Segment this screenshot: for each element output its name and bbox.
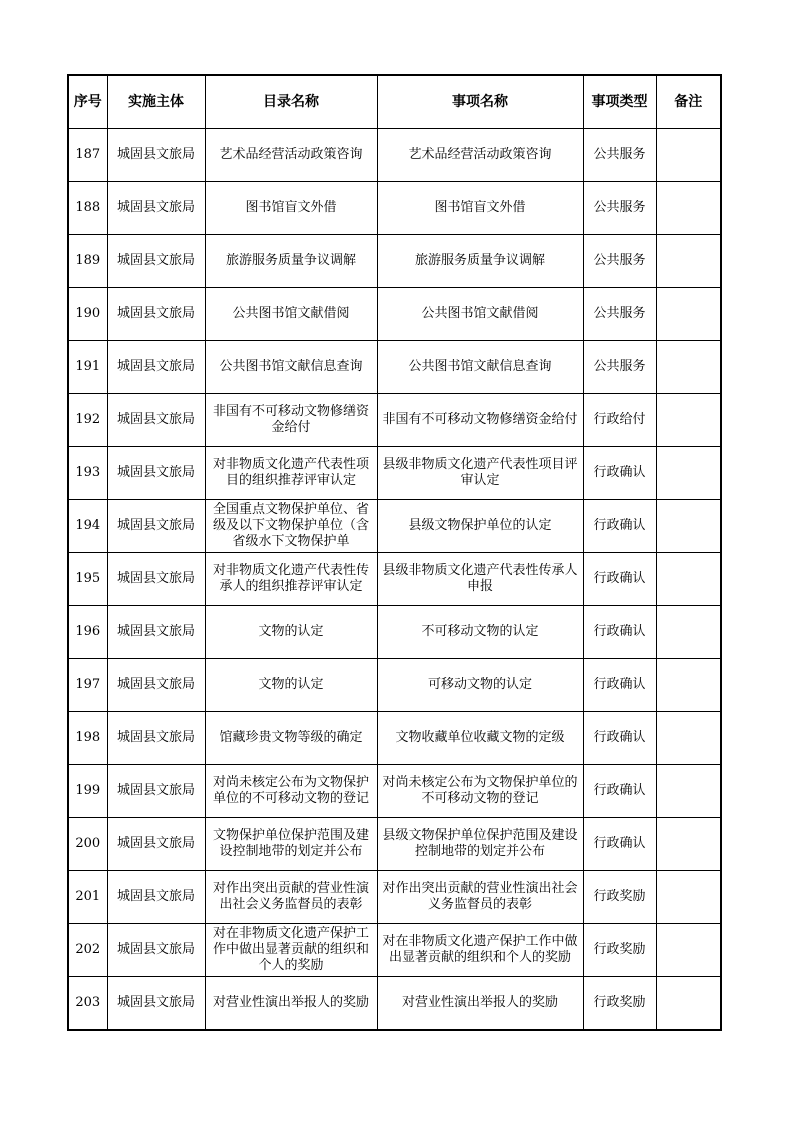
table-row	[68, 871, 721, 924]
row-item-text: 公共图书馆文献借阅	[421, 306, 539, 321]
row-type-text: 行政奖励	[593, 942, 646, 957]
row-no	[68, 818, 107, 871]
row-catalog-text: 全国重点文物保护单位、省级及以下文物保护单位（含省级水下文物保护单	[212, 502, 369, 549]
row-no	[68, 765, 107, 818]
row-catalog	[205, 606, 377, 659]
row-type	[583, 712, 656, 765]
row-catalog-text: 对在非物质文化遗产保护工作中做出显著贡献的组织和个人的奖励	[212, 926, 369, 973]
row-type-text: 行政奖励	[593, 995, 646, 1010]
row-subject	[107, 977, 205, 1031]
row-item	[377, 765, 583, 818]
row-subject	[107, 394, 205, 447]
row-catalog	[205, 553, 377, 606]
row-note	[656, 606, 721, 659]
row-note	[656, 129, 721, 182]
header-catalog: 目录名称	[205, 75, 377, 129]
row-subject-text: 城固县文旅局	[116, 624, 195, 639]
row-type	[583, 129, 656, 182]
row-type-text: 行政给付	[593, 412, 646, 427]
table-row	[68, 606, 721, 659]
row-type	[583, 447, 656, 500]
row-item-text: 县级非物质文化遗产代表性传承人申报	[382, 563, 578, 594]
row-no-text: 202	[75, 942, 101, 957]
row-type-text: 行政确认	[593, 571, 646, 586]
row-no	[68, 500, 107, 553]
row-item-text: 对作出突出贡献的营业性演出社会义务监督员的表彰	[382, 881, 578, 912]
row-catalog	[205, 447, 377, 500]
row-subject-text: 城固县文旅局	[116, 147, 195, 162]
row-item-text: 图书馆盲文外借	[434, 200, 526, 215]
row-catalog-text: 对尚未核定公布为文物保护单位的不可移动文物的登记	[212, 775, 369, 806]
row-no	[68, 871, 107, 924]
table-row	[68, 235, 721, 288]
row-type-text: 行政奖励	[593, 889, 646, 904]
row-subject	[107, 235, 205, 288]
row-type	[583, 924, 656, 977]
row-item-text: 可移动文物的认定	[427, 677, 532, 692]
row-catalog	[205, 659, 377, 712]
row-no-text: 198	[75, 730, 101, 745]
row-note	[656, 553, 721, 606]
row-catalog-text: 图书馆盲文外借	[245, 200, 337, 215]
row-note	[656, 288, 721, 341]
row-subject	[107, 288, 205, 341]
row-note	[656, 500, 721, 553]
row-type	[583, 500, 656, 553]
row-catalog-text: 文物保护单位保护范围及建设控制地带的划定并公布	[212, 828, 369, 859]
row-type-text: 公共服务	[593, 147, 646, 162]
row-no-text: 200	[75, 836, 101, 851]
row-item	[377, 447, 583, 500]
row-subject-text: 城固县文旅局	[116, 200, 195, 215]
row-subject-text: 城固县文旅局	[116, 730, 195, 745]
row-catalog	[205, 500, 377, 553]
row-type	[583, 606, 656, 659]
row-subject	[107, 500, 205, 553]
row-subject	[107, 659, 205, 712]
row-subject-text: 城固县文旅局	[116, 465, 195, 480]
row-catalog-text: 非国有不可移动文物修缮资金给付	[212, 404, 369, 435]
row-note	[656, 235, 721, 288]
row-type	[583, 394, 656, 447]
row-no	[68, 288, 107, 341]
row-item-text: 对在非物质文化遗产保护工作中做出显著贡献的组织和个人的奖励	[382, 934, 578, 965]
row-note	[656, 924, 721, 977]
row-subject-text: 城固县文旅局	[116, 571, 195, 586]
row-no-text: 190	[75, 306, 101, 321]
row-catalog-text: 对营业性演出举报人的奖励	[212, 995, 369, 1010]
row-item	[377, 500, 583, 553]
row-catalog	[205, 288, 377, 341]
row-subject-text: 城固县文旅局	[116, 995, 195, 1010]
header-type: 事项类型	[583, 75, 656, 129]
row-note	[656, 341, 721, 394]
row-item-text: 非国有不可移动文物修缮资金给付	[382, 412, 578, 427]
row-catalog-text: 旅游服务质量争议调解	[225, 253, 356, 268]
row-subject-text: 城固县文旅局	[116, 518, 195, 533]
row-subject-text: 城固县文旅局	[116, 359, 195, 374]
row-catalog-text: 文物的认定	[258, 677, 324, 692]
row-catalog	[205, 182, 377, 235]
row-type	[583, 818, 656, 871]
row-no-text: 203	[75, 995, 101, 1010]
row-item-text: 不可移动文物的认定	[421, 624, 539, 639]
table-row	[68, 553, 721, 606]
row-item	[377, 712, 583, 765]
table-row	[68, 712, 721, 765]
row-subject-text: 城固县文旅局	[116, 783, 195, 798]
row-item-text: 县级文物保护单位的认定	[408, 518, 552, 533]
row-subject	[107, 606, 205, 659]
row-catalog-text: 文物的认定	[258, 624, 324, 639]
table-row	[68, 341, 721, 394]
row-catalog-text: 公共图书馆文献借阅	[232, 306, 350, 321]
row-no	[68, 394, 107, 447]
row-no-text: 197	[75, 677, 101, 692]
row-note	[656, 871, 721, 924]
row-item	[377, 553, 583, 606]
row-catalog-text: 公共图书馆文献信息查询	[219, 359, 363, 374]
row-note	[656, 712, 721, 765]
row-catalog-text: 馆藏珍贵文物等级的确定	[219, 730, 363, 745]
row-subject	[107, 447, 205, 500]
row-type-text: 公共服务	[593, 359, 646, 374]
row-catalog	[205, 924, 377, 977]
row-type	[583, 871, 656, 924]
row-no	[68, 977, 107, 1031]
row-no-text: 192	[75, 412, 101, 427]
table-row	[68, 765, 721, 818]
row-catalog	[205, 712, 377, 765]
row-no	[68, 129, 107, 182]
row-no-text: 194	[75, 518, 101, 533]
table-row	[68, 924, 721, 977]
row-no-text: 189	[75, 253, 101, 268]
row-item-text: 对尚未核定公布为文物保护单位的不可移动文物的登记	[382, 775, 578, 806]
row-item-text: 县级文物保护单位保护范围及建设控制地带的划定并公布	[382, 828, 578, 859]
table-row	[68, 977, 721, 1031]
row-subject	[107, 553, 205, 606]
row-subject	[107, 182, 205, 235]
header-no: 序号	[68, 75, 107, 129]
row-subject	[107, 765, 205, 818]
row-item	[377, 394, 583, 447]
row-subject	[107, 818, 205, 871]
row-catalog	[205, 977, 377, 1031]
row-item-text: 艺术品经营活动政策咨询	[408, 147, 552, 162]
row-no-text: 191	[75, 359, 101, 374]
row-note	[656, 977, 721, 1031]
row-subject	[107, 871, 205, 924]
row-type	[583, 235, 656, 288]
row-no-text: 196	[75, 624, 101, 639]
row-catalog	[205, 871, 377, 924]
row-type	[583, 659, 656, 712]
row-item	[377, 288, 583, 341]
row-type-text: 行政确认	[593, 836, 646, 851]
row-note	[656, 659, 721, 712]
row-subject-text: 城固县文旅局	[116, 836, 195, 851]
row-no-text: 187	[75, 147, 101, 162]
table-row	[68, 500, 721, 553]
row-item-text: 对营业性演出举报人的奖励	[401, 995, 558, 1010]
row-subject	[107, 341, 205, 394]
row-type-text: 行政确认	[593, 730, 646, 745]
row-note	[656, 765, 721, 818]
row-subject-text: 城固县文旅局	[116, 942, 195, 957]
row-type	[583, 977, 656, 1031]
row-no	[68, 182, 107, 235]
row-note	[656, 182, 721, 235]
table-row	[68, 129, 721, 182]
row-item-text: 文物收藏单位收藏文物的定级	[395, 730, 565, 745]
header-item: 事项名称	[377, 75, 583, 129]
row-no-text: 195	[75, 571, 101, 586]
row-type-text: 行政确认	[593, 465, 646, 480]
row-no	[68, 606, 107, 659]
row-type-text: 行政确认	[593, 783, 646, 798]
row-subject	[107, 924, 205, 977]
table-row	[68, 182, 721, 235]
row-subject	[107, 712, 205, 765]
row-item	[377, 606, 583, 659]
row-item	[377, 871, 583, 924]
row-subject-text: 城固县文旅局	[116, 306, 195, 321]
row-no-text: 201	[75, 889, 101, 904]
row-catalog-text: 对作出突出贡献的营业性演出社会义务监督员的表彰	[212, 881, 369, 912]
row-no-text: 188	[75, 200, 101, 215]
table-row	[68, 394, 721, 447]
row-no	[68, 712, 107, 765]
row-item	[377, 924, 583, 977]
row-no	[68, 447, 107, 500]
row-no	[68, 924, 107, 977]
row-subject-text: 城固县文旅局	[116, 253, 195, 268]
row-no	[68, 341, 107, 394]
row-note	[656, 394, 721, 447]
row-item-text: 旅游服务质量争议调解	[414, 253, 545, 268]
row-catalog	[205, 129, 377, 182]
row-item	[377, 659, 583, 712]
row-catalog	[205, 765, 377, 818]
row-item	[377, 977, 583, 1031]
row-note	[656, 447, 721, 500]
row-no	[68, 553, 107, 606]
row-type-text: 行政确认	[593, 677, 646, 692]
row-item	[377, 341, 583, 394]
row-subject-text: 城固县文旅局	[116, 677, 195, 692]
row-type	[583, 553, 656, 606]
row-catalog	[205, 818, 377, 871]
row-type	[583, 341, 656, 394]
table-row	[68, 659, 721, 712]
catalog-table	[67, 74, 722, 1031]
row-type-text: 公共服务	[593, 200, 646, 215]
row-catalog	[205, 235, 377, 288]
row-type	[583, 182, 656, 235]
row-item-text: 公共图书馆文献信息查询	[408, 359, 552, 374]
row-type-text: 公共服务	[593, 306, 646, 321]
row-no	[68, 659, 107, 712]
row-subject-text: 城固县文旅局	[116, 889, 195, 904]
row-catalog-text: 对非物质文化遗产代表性项目的组织推荐评审认定	[212, 457, 369, 488]
row-catalog-text: 对非物质文化遗产代表性传承人的组织推荐评审认定	[212, 563, 369, 594]
row-item	[377, 182, 583, 235]
row-subject-text: 城固县文旅局	[116, 412, 195, 427]
row-item	[377, 818, 583, 871]
header-subject: 实施主体	[107, 75, 205, 129]
row-item	[377, 129, 583, 182]
row-note	[656, 818, 721, 871]
row-type-text: 行政确认	[593, 624, 646, 639]
row-subject	[107, 129, 205, 182]
row-no-text: 199	[75, 783, 101, 798]
row-catalog	[205, 341, 377, 394]
table-row	[68, 447, 721, 500]
table-row	[68, 818, 721, 871]
row-no-text: 193	[75, 465, 101, 480]
row-catalog-text: 艺术品经营活动政策咨询	[219, 147, 363, 162]
row-type-text: 行政确认	[593, 518, 646, 533]
row-item-text: 县级非物质文化遗产代表性项目评审认定	[382, 457, 578, 488]
row-type	[583, 765, 656, 818]
row-item	[377, 235, 583, 288]
row-type-text: 公共服务	[593, 253, 646, 268]
header-row	[68, 75, 721, 129]
row-type	[583, 288, 656, 341]
table-row	[68, 288, 721, 341]
row-no	[68, 235, 107, 288]
row-catalog	[205, 394, 377, 447]
header-note: 备注	[656, 75, 721, 129]
